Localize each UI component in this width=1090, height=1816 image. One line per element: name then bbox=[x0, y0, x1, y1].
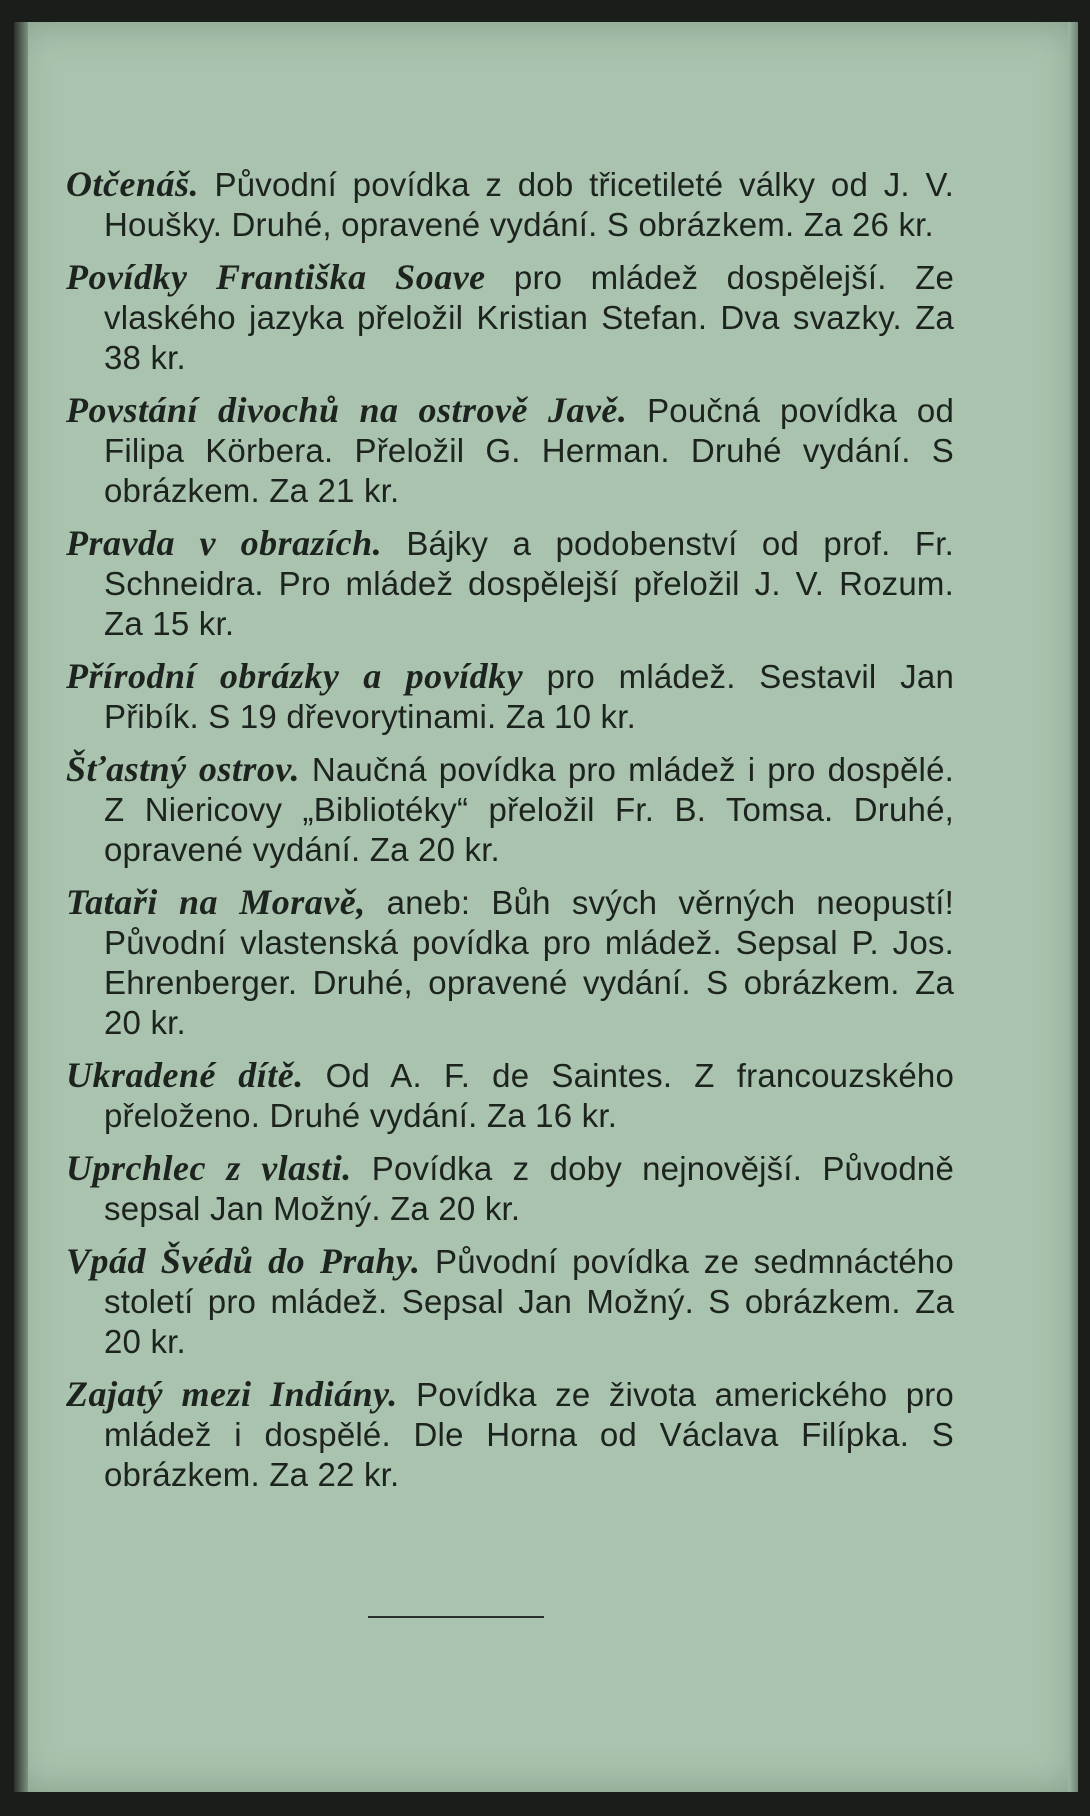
entry-description: pro mládež. Sestavil Jan Přibík. S 19 dřevorytinami. Za 10 kr. bbox=[104, 658, 954, 735]
entry-description: Poučná povídka od Filipa Körbera. Přeložil G. Herman. Druhé vydání. S obrázkem. Za 21 kr. bbox=[104, 392, 954, 509]
entry-title: Povídky Františka Soave bbox=[66, 257, 486, 297]
entry-description: pro mládež dospělejší. Ze vlaského jazyka přeložil Kristian Stefan. Dva svazky. Za 38 kr. bbox=[104, 259, 955, 376]
entry-title: Zajatý mezi Indiány. bbox=[66, 1374, 398, 1414]
catalog-entry-ukradene-dite bbox=[66, 1055, 954, 1136]
entry-title: Povstání divochů na ostrově Javě. bbox=[66, 390, 628, 430]
catalog-entry-pravda-v-obrazich bbox=[66, 523, 954, 644]
entry-title: Pravda v obrazích. bbox=[66, 523, 383, 563]
catalog-entry-zajaty-mezi-indiany bbox=[66, 1374, 954, 1495]
catalog-entry-otcenas bbox=[66, 164, 954, 245]
catalog-entry-povidky-frantiska-soave bbox=[66, 257, 954, 378]
entry-title: Ukradené dítě. bbox=[66, 1055, 304, 1095]
entry-description: Původní povídka z dob třicetileté války od J. V. Houšky. Druhé, opravené vydání. S obrázkem. Za 26 kr. bbox=[104, 166, 955, 243]
book-page bbox=[14, 22, 1078, 1792]
catalog-entry-povstani-divochu bbox=[66, 390, 954, 511]
entry-description: Naučná povídka pro mládež i pro dospělé. Z Niericovy „Bibliotéky“ přeložil Fr. B. Tomsa. Druhé, opravené vydání. Za 20 kr. bbox=[104, 751, 955, 868]
page-edge bbox=[1068, 22, 1078, 1792]
entry-title: Šťastný ostrov. bbox=[66, 749, 300, 789]
entry-title: Otčenáš. bbox=[66, 164, 199, 204]
book-spine-shadow bbox=[14, 22, 28, 1792]
entry-title: Přírodní obrázky a povídky bbox=[66, 656, 524, 696]
entry-description: aneb: Bůh svých věrných neopustí! Původní vlastenská povídka pro mládež. Sepsal P. Jos. Ehrenberger. Druhé, opravené vydání. S obrázkem. Za 20 kr. bbox=[104, 884, 954, 1041]
catalog-entry-tatari-na-morave bbox=[66, 882, 954, 1043]
entry-description: Povídka ze života amerického pro mládež i dospělé. Dle Horna od Václava Filípka. S obrázkem. Za 22 kr. bbox=[104, 1376, 954, 1493]
entry-title: Vpád Švédů do Prahy. bbox=[66, 1241, 421, 1281]
catalog-entry-uprchlec-z-vlasti bbox=[66, 1148, 954, 1229]
catalog-entry-stastny-ostrov bbox=[66, 749, 954, 870]
entry-description: Bájky a podobenství od prof. Fr. Schneidra. Pro mládež dospělejší přeložil J. V. Rozum. Za 15 kr. bbox=[104, 525, 954, 642]
book-catalog-list bbox=[66, 164, 954, 1507]
entry-description: Původní povídka ze sedmnáctého století pro mládež. Sepsal Jan Možný. S obrázkem. Za 20 kr. bbox=[104, 1243, 954, 1360]
closing-rule-divider bbox=[368, 1616, 544, 1618]
entry-title: Tataři na Moravě, bbox=[66, 882, 366, 922]
catalog-entry-prirodni-obrazky bbox=[66, 656, 954, 737]
entry-description: Od A. F. de Saintes. Z francouzského přeloženo. Druhé vydání. Za 16 kr. bbox=[104, 1057, 954, 1134]
entry-description: Povídka z doby nejnovější. Původně sepsal Jan Možný. Za 20 kr. bbox=[104, 1150, 954, 1227]
entry-title: Uprchlec z vlasti. bbox=[66, 1148, 352, 1188]
catalog-entry-vpad-svedu bbox=[66, 1241, 954, 1362]
